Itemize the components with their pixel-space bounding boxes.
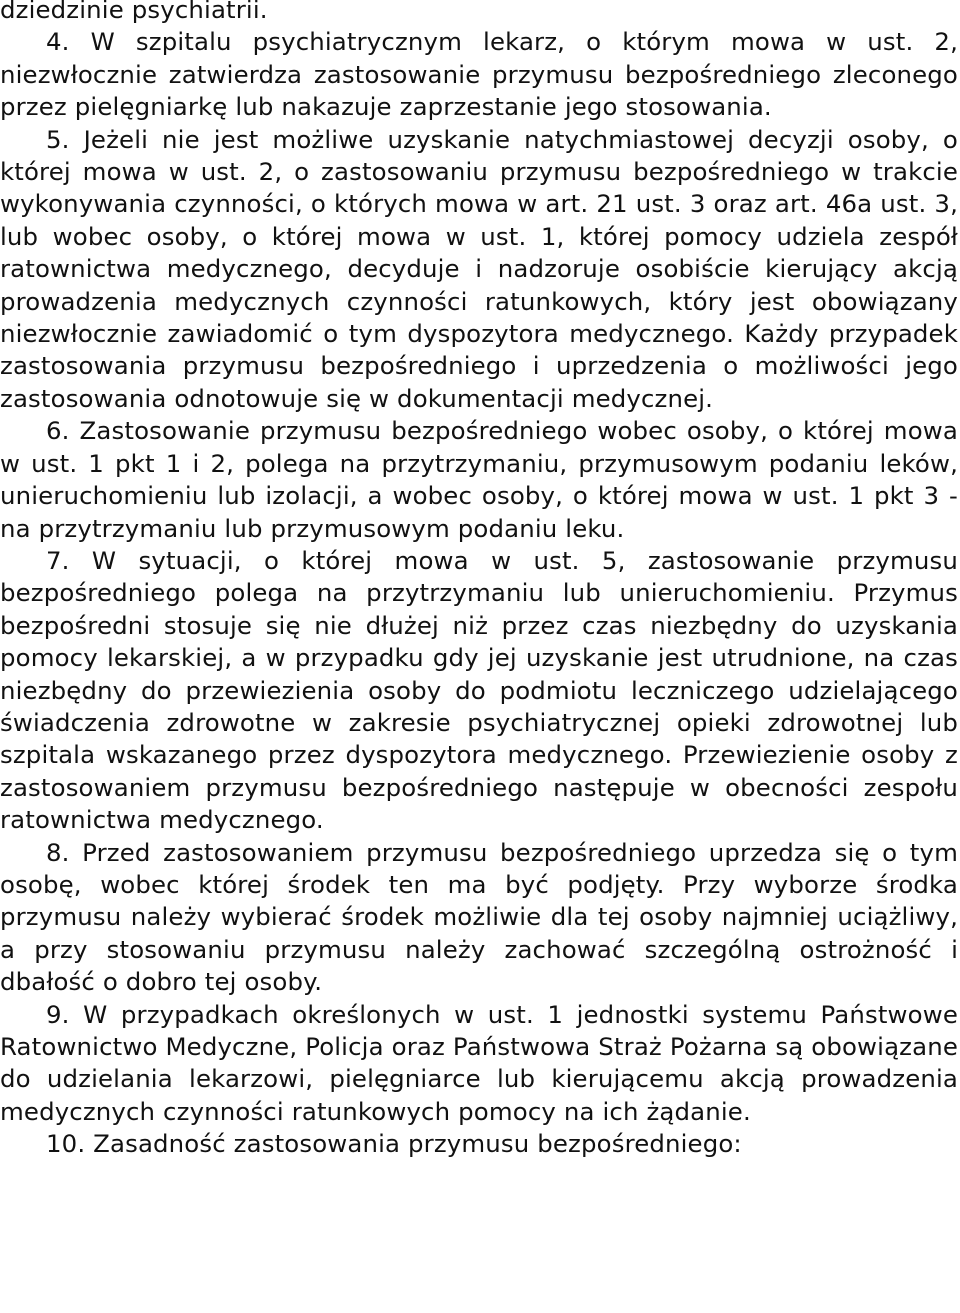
paragraph-continuation: dziedzinie psychiatrii.: [0, 0, 268, 24]
paragraph-6: 6. Zastosowanie przymusu bezpośredniego wobec osoby, o której mowa w ust. 1 pkt 1 i 2, polega na przytrzymaniu, przymusowym podaniu leków, unieruchomieniu lub izolacji, a wobec osoby, o której mowa w ust. 1 pkt 3 - na przytrzymaniu lub przymusowym podaniu leku.: [0, 416, 958, 543]
paragraph-10: 10. Zasadność zastosowania przymusu bezpośredniego:: [46, 1129, 742, 1159]
paragraph-4: 4. W szpitalu psychiatrycznym lekarz, o którym mowa w ust. 2, niezwłocznie zatwierdza zastosowanie przymusu bezpośredniego zleconego przez pielęgniarkę lub nakazuje zaprzestanie jego stosowania.: [0, 27, 958, 122]
paragraph-7: 7. W sytuacji, o której mowa w ust. 5, zastosowanie przymusu bezpośredniego polega na przytrzymaniu lub unieruchomieniu. Przymus bezpośredni stosuje się nie dłużej niż przez czas niezbędny do uzyskania pomocy lekarskiej, a w przypadku gdy jej uzyskanie jest utrudnione, na czas niezbędny do przewiezienia osoby do podmiotu leczniczego udzielającego świadczenia zdrowotne w zakresie psychiatrycznej opieki zdrowotnej lub szpitala wskazanego przez dyspozytora medycznego. Przewiezienie osoby z zastosowaniem przymusu bezpośredniego następuje w obecności zespołu ratownictwa medycznego.: [0, 545, 958, 835]
paragraph-8: 8. Przed zastosowaniem przymusu bezpośredniego uprzedza się o tym osobę, wobec której środek ten ma być podjęty. Przy wyborze środka przymusu należy wybierać środek możliwie dla tej osoby najmniej uciążliwy, a przy stosowaniu przymusu należy zachować szczególną ostrożność i dbałość o dobro tej osoby.: [0, 837, 958, 997]
paragraph-5: 5. Jeżeli nie jest możliwe uzyskanie natychmiastowej decyzji osoby, o której mowa w ust. 2, o zastosowaniu przymusu bezpośredniego w trakcie wykonywania czynności, o których mowa w art. 21 ust. 3 oraz art. 46a ust. 3, lub wobec osoby, o której mowa w ust. 1, której pomocy udziela zespół ratownictwa medycznego, decyduje i nadzoruje osobiście kierujący akcją prowadzenia medycznych czynności ratunkowych, który jest obowiązany niezwłocznie zawiadomić o tym dyspozytora medycznego. Każdy przypadek zastosowania przymusu bezpośredniego i uprzedzenia o możliwości jego zastosowania odnotowuje się w dokumentacji medycznej.: [0, 124, 958, 413]
paragraph-9: 9. W przypadkach określonych w ust. 1 jednostki systemu Państwowe Ratownictwo Medyczne, Policja oraz Państwowa Straż Pożarna są obowiązane do udzielania lekarzowi, pielęgniarce lub kierującemu akcją prowadzenia medycznych czynności ratunkowych pomocy na ich żądanie.: [0, 999, 958, 1126]
